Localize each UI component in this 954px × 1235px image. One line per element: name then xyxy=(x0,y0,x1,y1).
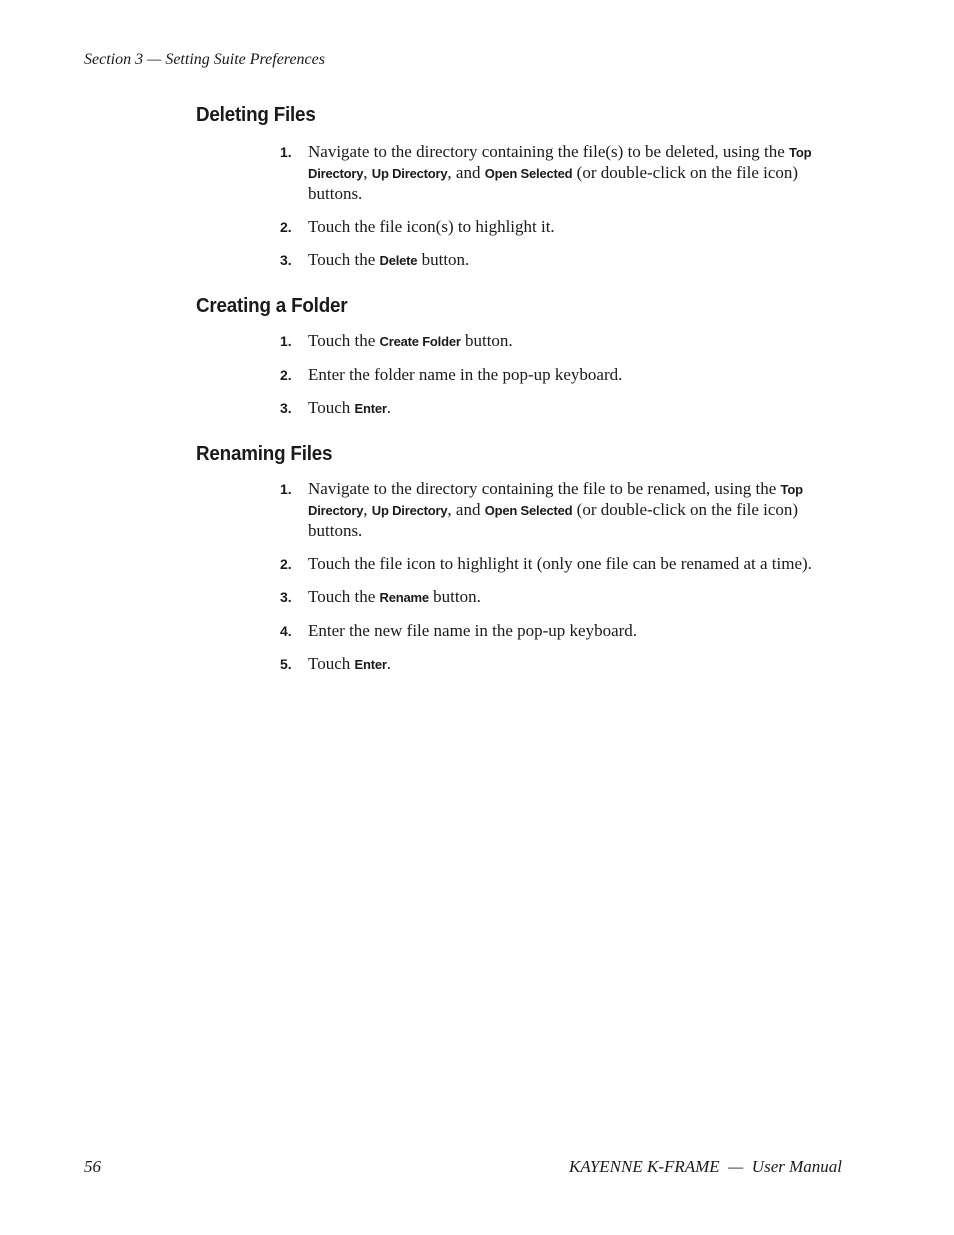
step-number: 3. xyxy=(280,589,292,605)
steps-list xyxy=(196,142,846,271)
steps-list xyxy=(196,331,846,419)
step-text: Navigate to the directory containing the file to be renamed, using the xyxy=(308,479,781,498)
steps-list xyxy=(196,479,846,675)
step-number: 2. xyxy=(280,367,292,383)
section-creating-folder xyxy=(196,295,846,419)
step-text: button. xyxy=(417,250,470,269)
step-text: Touch the file icon(s) to highlight it. xyxy=(308,217,555,236)
page-content xyxy=(196,104,846,699)
list-item xyxy=(196,479,846,541)
page-number: 56 xyxy=(84,1157,101,1176)
step-number: 3. xyxy=(280,400,292,416)
ui-term: Open Selected xyxy=(484,503,573,518)
step-text: button. xyxy=(428,587,481,606)
step-text: Touch the xyxy=(308,331,380,350)
ui-term: Rename xyxy=(379,590,429,605)
ui-term: Enter xyxy=(354,401,387,416)
ui-term: Create Folder xyxy=(379,334,461,349)
section-title: Deleting Files xyxy=(196,104,316,126)
ui-term: Up Directory xyxy=(371,503,448,518)
step-text: Navigate to the directory containing the file(s) to be deleted, using the xyxy=(308,142,790,161)
step-number: 2. xyxy=(280,556,292,572)
step-number: 1. xyxy=(280,144,292,160)
list-item xyxy=(196,365,846,385)
ui-term: Enter xyxy=(354,657,387,672)
section-renaming-files xyxy=(196,443,846,675)
step-text: Enter the folder name in the pop-up keyboard. xyxy=(308,365,623,384)
step-text: Touch the xyxy=(308,587,380,606)
step-number: 1. xyxy=(280,481,292,497)
ui-term: Top Directory xyxy=(308,482,803,518)
manual-title: KAYENNE K-FRAME — User Manual xyxy=(569,1157,842,1176)
step-text: , xyxy=(363,500,372,519)
list-item xyxy=(196,621,846,641)
list-item xyxy=(196,587,846,608)
list-item xyxy=(196,331,846,352)
ui-term: Top Directory xyxy=(308,145,812,181)
section-deleting-files xyxy=(196,104,846,271)
ui-term: Delete xyxy=(379,253,418,268)
running-head: Section 3 — Setting Suite Preferences xyxy=(84,51,325,68)
section-title: Creating a Folder xyxy=(196,295,348,317)
step-text: . xyxy=(386,654,391,673)
ui-term: Open Selected xyxy=(484,166,573,181)
step-text: , xyxy=(363,163,372,182)
section-title: Renaming Files xyxy=(196,443,333,465)
list-item xyxy=(196,250,846,271)
step-text: Touch xyxy=(308,654,355,673)
step-text: button. xyxy=(460,331,513,350)
list-item xyxy=(196,654,846,675)
step-text: Touch the file icon to highlight it (only one file can be renamed at a time). xyxy=(308,554,812,573)
step-number: 1. xyxy=(280,333,292,349)
step-text: . xyxy=(386,398,391,417)
list-item xyxy=(196,554,846,574)
list-item xyxy=(196,217,846,237)
ui-term: Up Directory xyxy=(371,166,448,181)
step-text: , and xyxy=(447,163,485,182)
step-number: 5. xyxy=(280,656,292,672)
step-number: 3. xyxy=(280,252,292,268)
step-number: 4. xyxy=(280,623,292,639)
step-text: Touch the xyxy=(308,250,380,269)
list-item xyxy=(196,398,846,419)
step-number: 2. xyxy=(280,219,292,235)
step-text: Touch xyxy=(308,398,355,417)
list-item xyxy=(196,142,846,204)
step-text: , and xyxy=(447,500,485,519)
step-text: Enter the new file name in the pop-up keyboard. xyxy=(308,621,638,640)
step-text: (or double-click on the file icon) buttons. xyxy=(308,163,799,203)
step-text: (or double-click on the file icon) buttons. xyxy=(308,500,799,540)
